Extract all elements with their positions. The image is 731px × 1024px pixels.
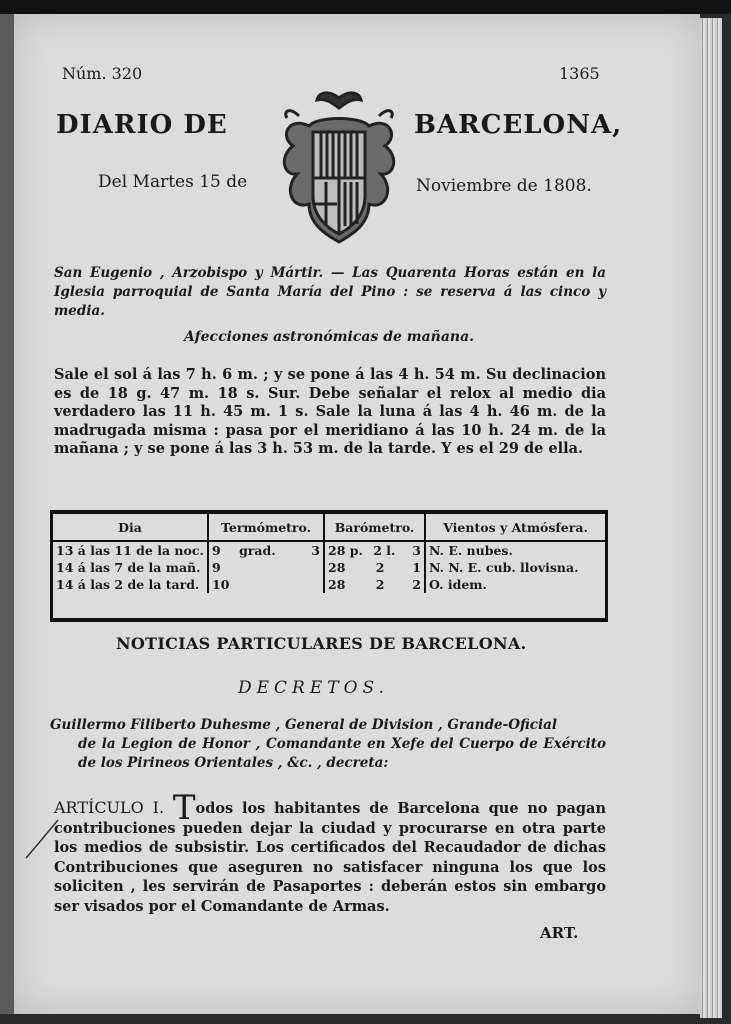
page-number: 1365 (559, 64, 600, 83)
temp-value: 9 (212, 560, 221, 575)
cell-wind: O. idem. (429, 577, 487, 592)
temp-unit: grad. (239, 543, 276, 558)
date-prefix: Del Martes 15 de (98, 172, 248, 192)
cell-temp (208, 576, 324, 593)
newspaper-page (14, 14, 700, 1014)
scan-top-border (0, 0, 731, 14)
cell-barometer (324, 541, 425, 559)
saint-notice: San Eugenio , Arzobispo y Mártir. — Las Quarenta Horas están en la Iglesia parroquial de Santa María del Pino : se reserva á las cinco y media. (54, 265, 606, 319)
table-row (53, 559, 605, 576)
article-label: ARTÍCULO I. (54, 798, 165, 817)
cell-barometer (324, 559, 425, 576)
cell-day: 14 á las 7 de la mañ. (53, 559, 208, 576)
bar-inches: 28 p. (328, 543, 363, 558)
bar-lines: 2 l. (373, 543, 396, 558)
bar-fraction: 3 (412, 543, 421, 558)
decree-intro-first-line: Guillermo Filiberto Duhesme , General de Division , Grande-Oficial (50, 717, 558, 733)
weather-table-header (53, 514, 605, 541)
astronomy-text: Sale el sol á las 7 h. 6 m. ; y se pone á las 4 h. 54 m. Su declinacion es de 18 g. 47 m. 18 s. Sur. Debe señalar el relox al medio dia verdadero las 11 h. 45 m. 1 s. Sale la luna á las 4 h. 46 m. de la madrugada misma : pasa por el meridiano á las 10 h. 24 m. de la mañana ; y se pone á las 3 h. 53 m. de la tarde. Y es el 29 de ella. (54, 366, 606, 457)
temp-value: 9 (212, 543, 221, 558)
cell-wind: N. N. E. cub. llovisna. (429, 560, 579, 575)
bar-fraction: 2 (412, 577, 421, 592)
issue-number: Núm. 320 (62, 64, 143, 83)
article-text: odos los habitantes de Barcelona que no pagan contribuciones pueden dejar la ciudad y procurarse en otra parte los medios de subsistir. Los certificados del Recaudador de dichas Contribuciones que aseguren no satisfacer ninguna los que los soliciten , les servirán de Pasaportes : deberán estos sin embargo ser visados por el Comandante de Armas. (54, 800, 606, 915)
catchword: ART. (540, 924, 579, 942)
bar-inches: 28 (328, 560, 346, 575)
temp-fraction: 3 (311, 543, 320, 558)
weather-table (50, 510, 608, 622)
temp-value: 10 (212, 577, 230, 592)
decree-intro-rest: de la Legion de Honor , Comandante en Xefe del Cuerpo de Exército de los Pirineos Orientales , &c. , decreta: (78, 736, 606, 771)
masthead-title-left: DIARIO DE (56, 110, 228, 140)
date-suffix: Noviembre de 1808. (416, 176, 592, 196)
page-edges (700, 18, 722, 1018)
col-header-dia: Dia (53, 514, 208, 541)
col-header-termometro: Termómetro. (208, 514, 324, 541)
col-header-barometro: Barómetro. (324, 514, 425, 541)
subsection-title: DECRETOS. (238, 678, 389, 698)
section-title: NOTICIAS PARTICULARES DE BARCELONA. (116, 634, 527, 653)
decree-intro (50, 716, 606, 773)
book-gutter (0, 14, 14, 1014)
table-row (53, 541, 605, 559)
article-one (54, 788, 606, 916)
bar-inches: 28 (328, 577, 346, 592)
cell-temp (208, 559, 324, 576)
bar-fraction: 1 (412, 560, 421, 575)
drop-cap: T (172, 788, 196, 828)
bar-lines: 2 (375, 560, 385, 575)
cell-day: 14 á las 2 de la tard. (53, 576, 208, 593)
cell-wind: N. E. nubes. (429, 543, 513, 558)
coat-of-arms-icon (269, 86, 409, 246)
masthead-title-right: BARCELONA, (414, 110, 623, 140)
cell-barometer (324, 576, 425, 593)
col-header-vientos: Vientos y Atmósfera. (425, 514, 605, 541)
cell-day: 13 á las 11 de la noc. (53, 541, 208, 559)
table-row (53, 576, 605, 593)
astronomy-heading: Afecciones astronómicas de mañana. (184, 329, 475, 345)
bar-lines: 2 (375, 577, 385, 592)
cell-temp (208, 541, 324, 559)
